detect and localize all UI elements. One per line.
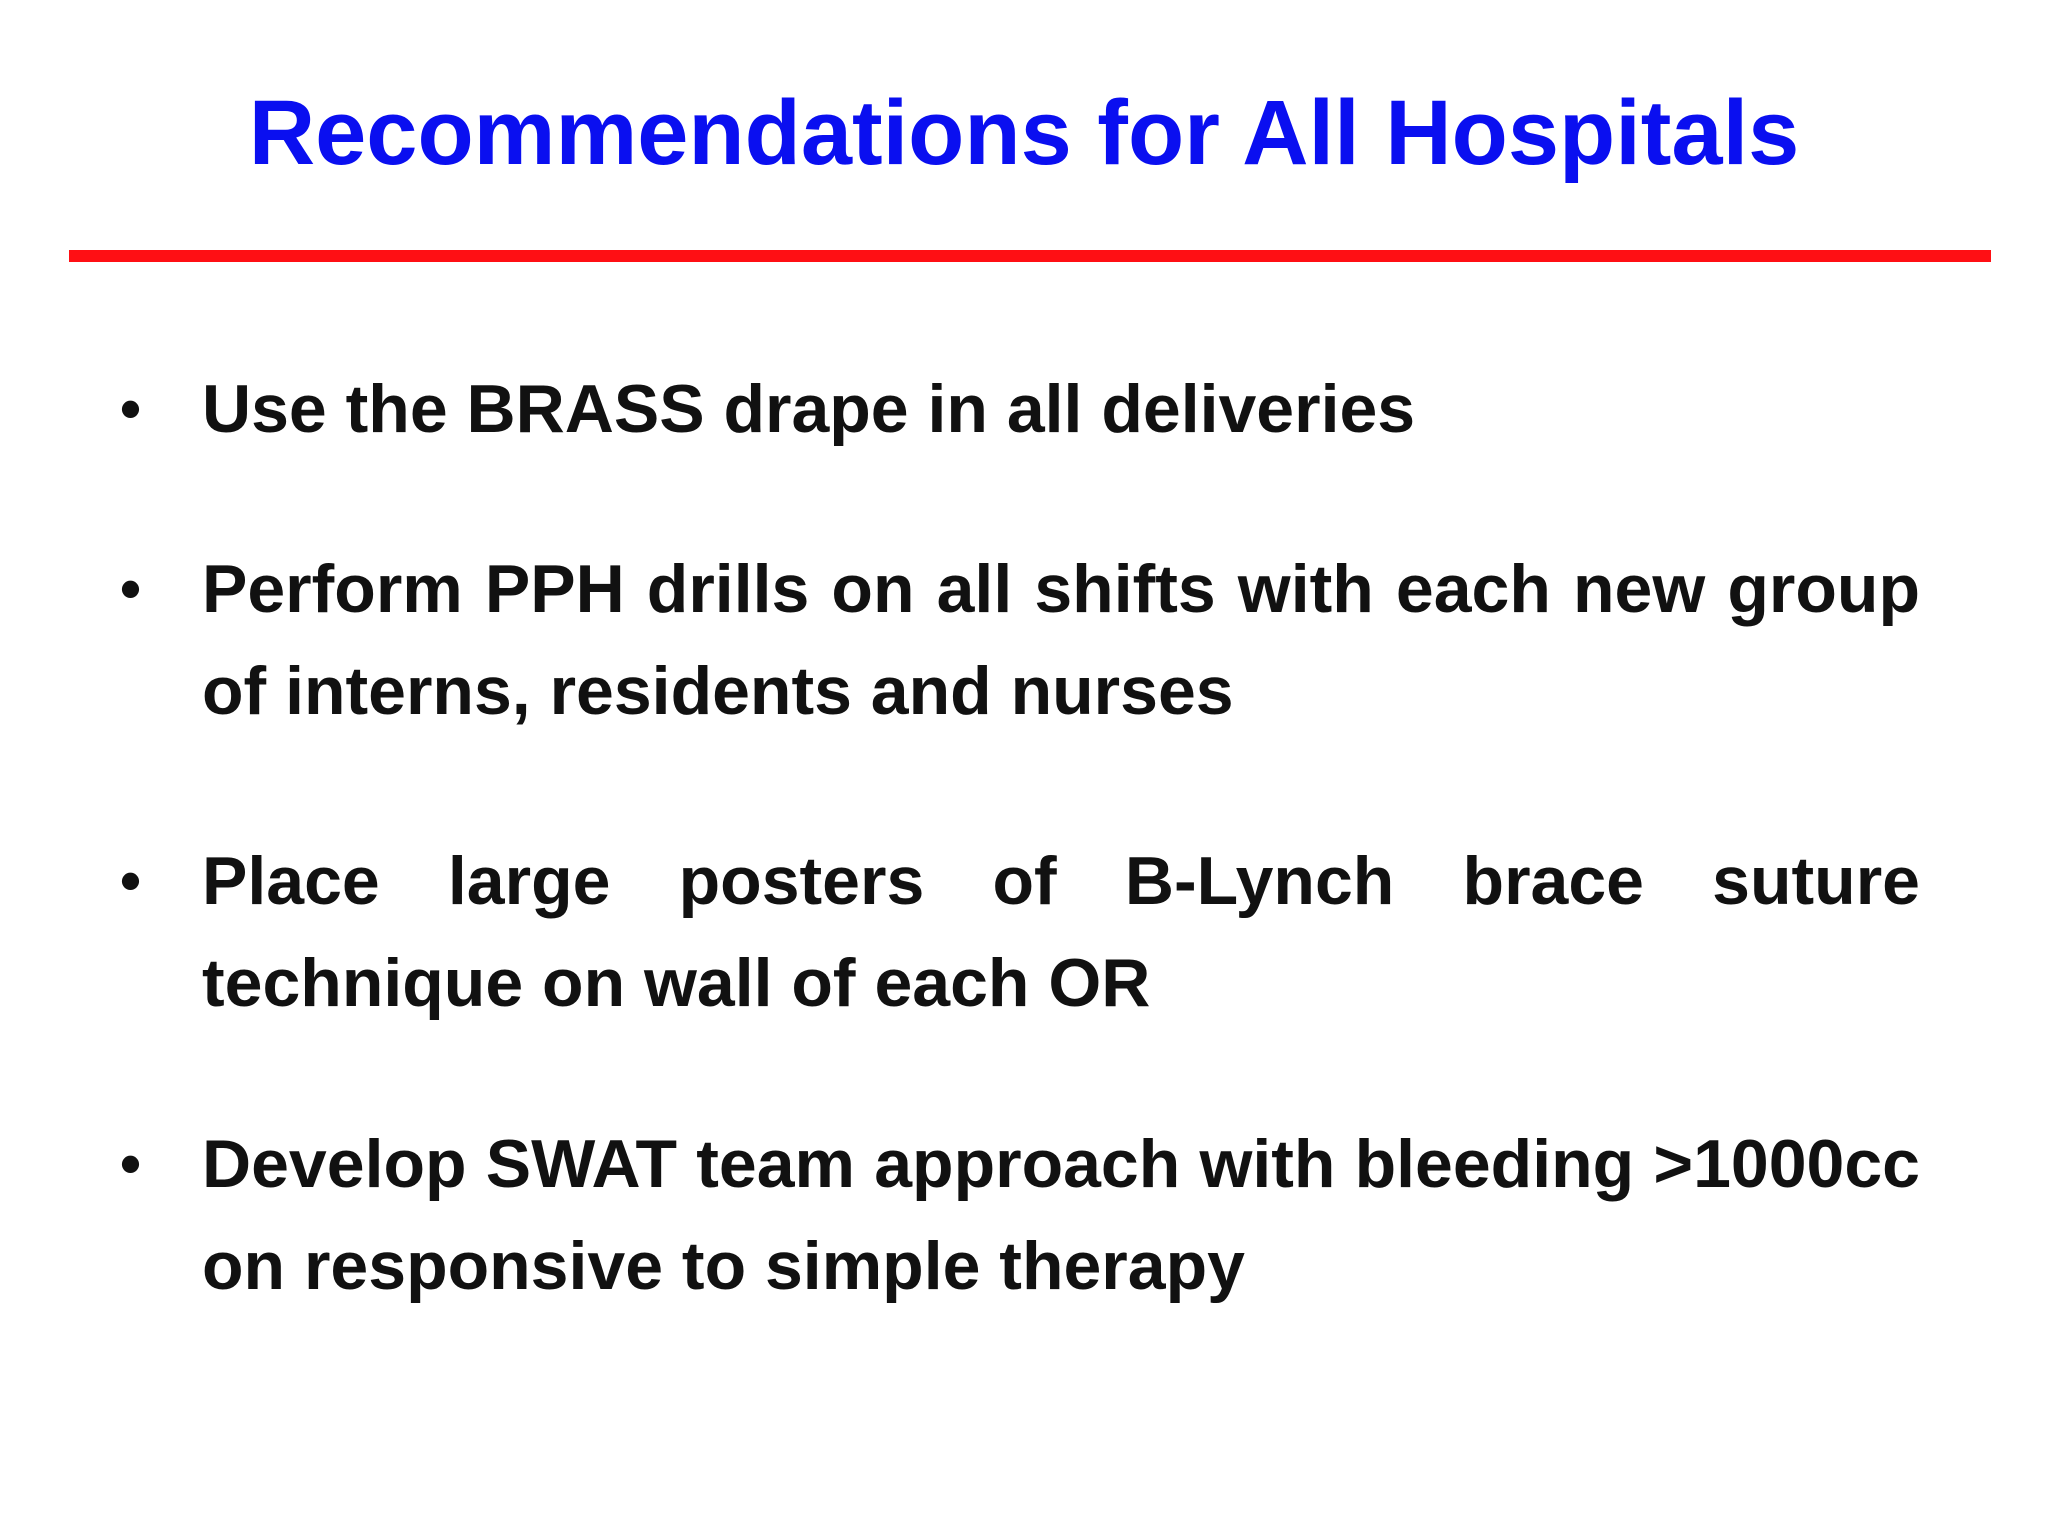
bullet-icon: • [120, 847, 142, 914]
bullet-text: Develop SWAT team approach with bleeding >1000cc on responsive to simple therapy [202, 1126, 1920, 1304]
bullet-icon: • [120, 375, 142, 442]
bullet-icon: • [120, 555, 142, 622]
bullet-text: Place large posters of B-Lynch brace suture technique on wall of each OR [202, 843, 1920, 1021]
bullet-text: Use the BRASS drape in all deliveries [202, 371, 1416, 447]
title-divider [69, 250, 1991, 262]
bullet-icon: • [120, 1130, 142, 1197]
slide-title: Recommendations for All Hospitals [248, 82, 1800, 184]
bullet-text: Perform PPH drills on all shifts with each new group of interns, residents and nurses [202, 551, 1920, 729]
